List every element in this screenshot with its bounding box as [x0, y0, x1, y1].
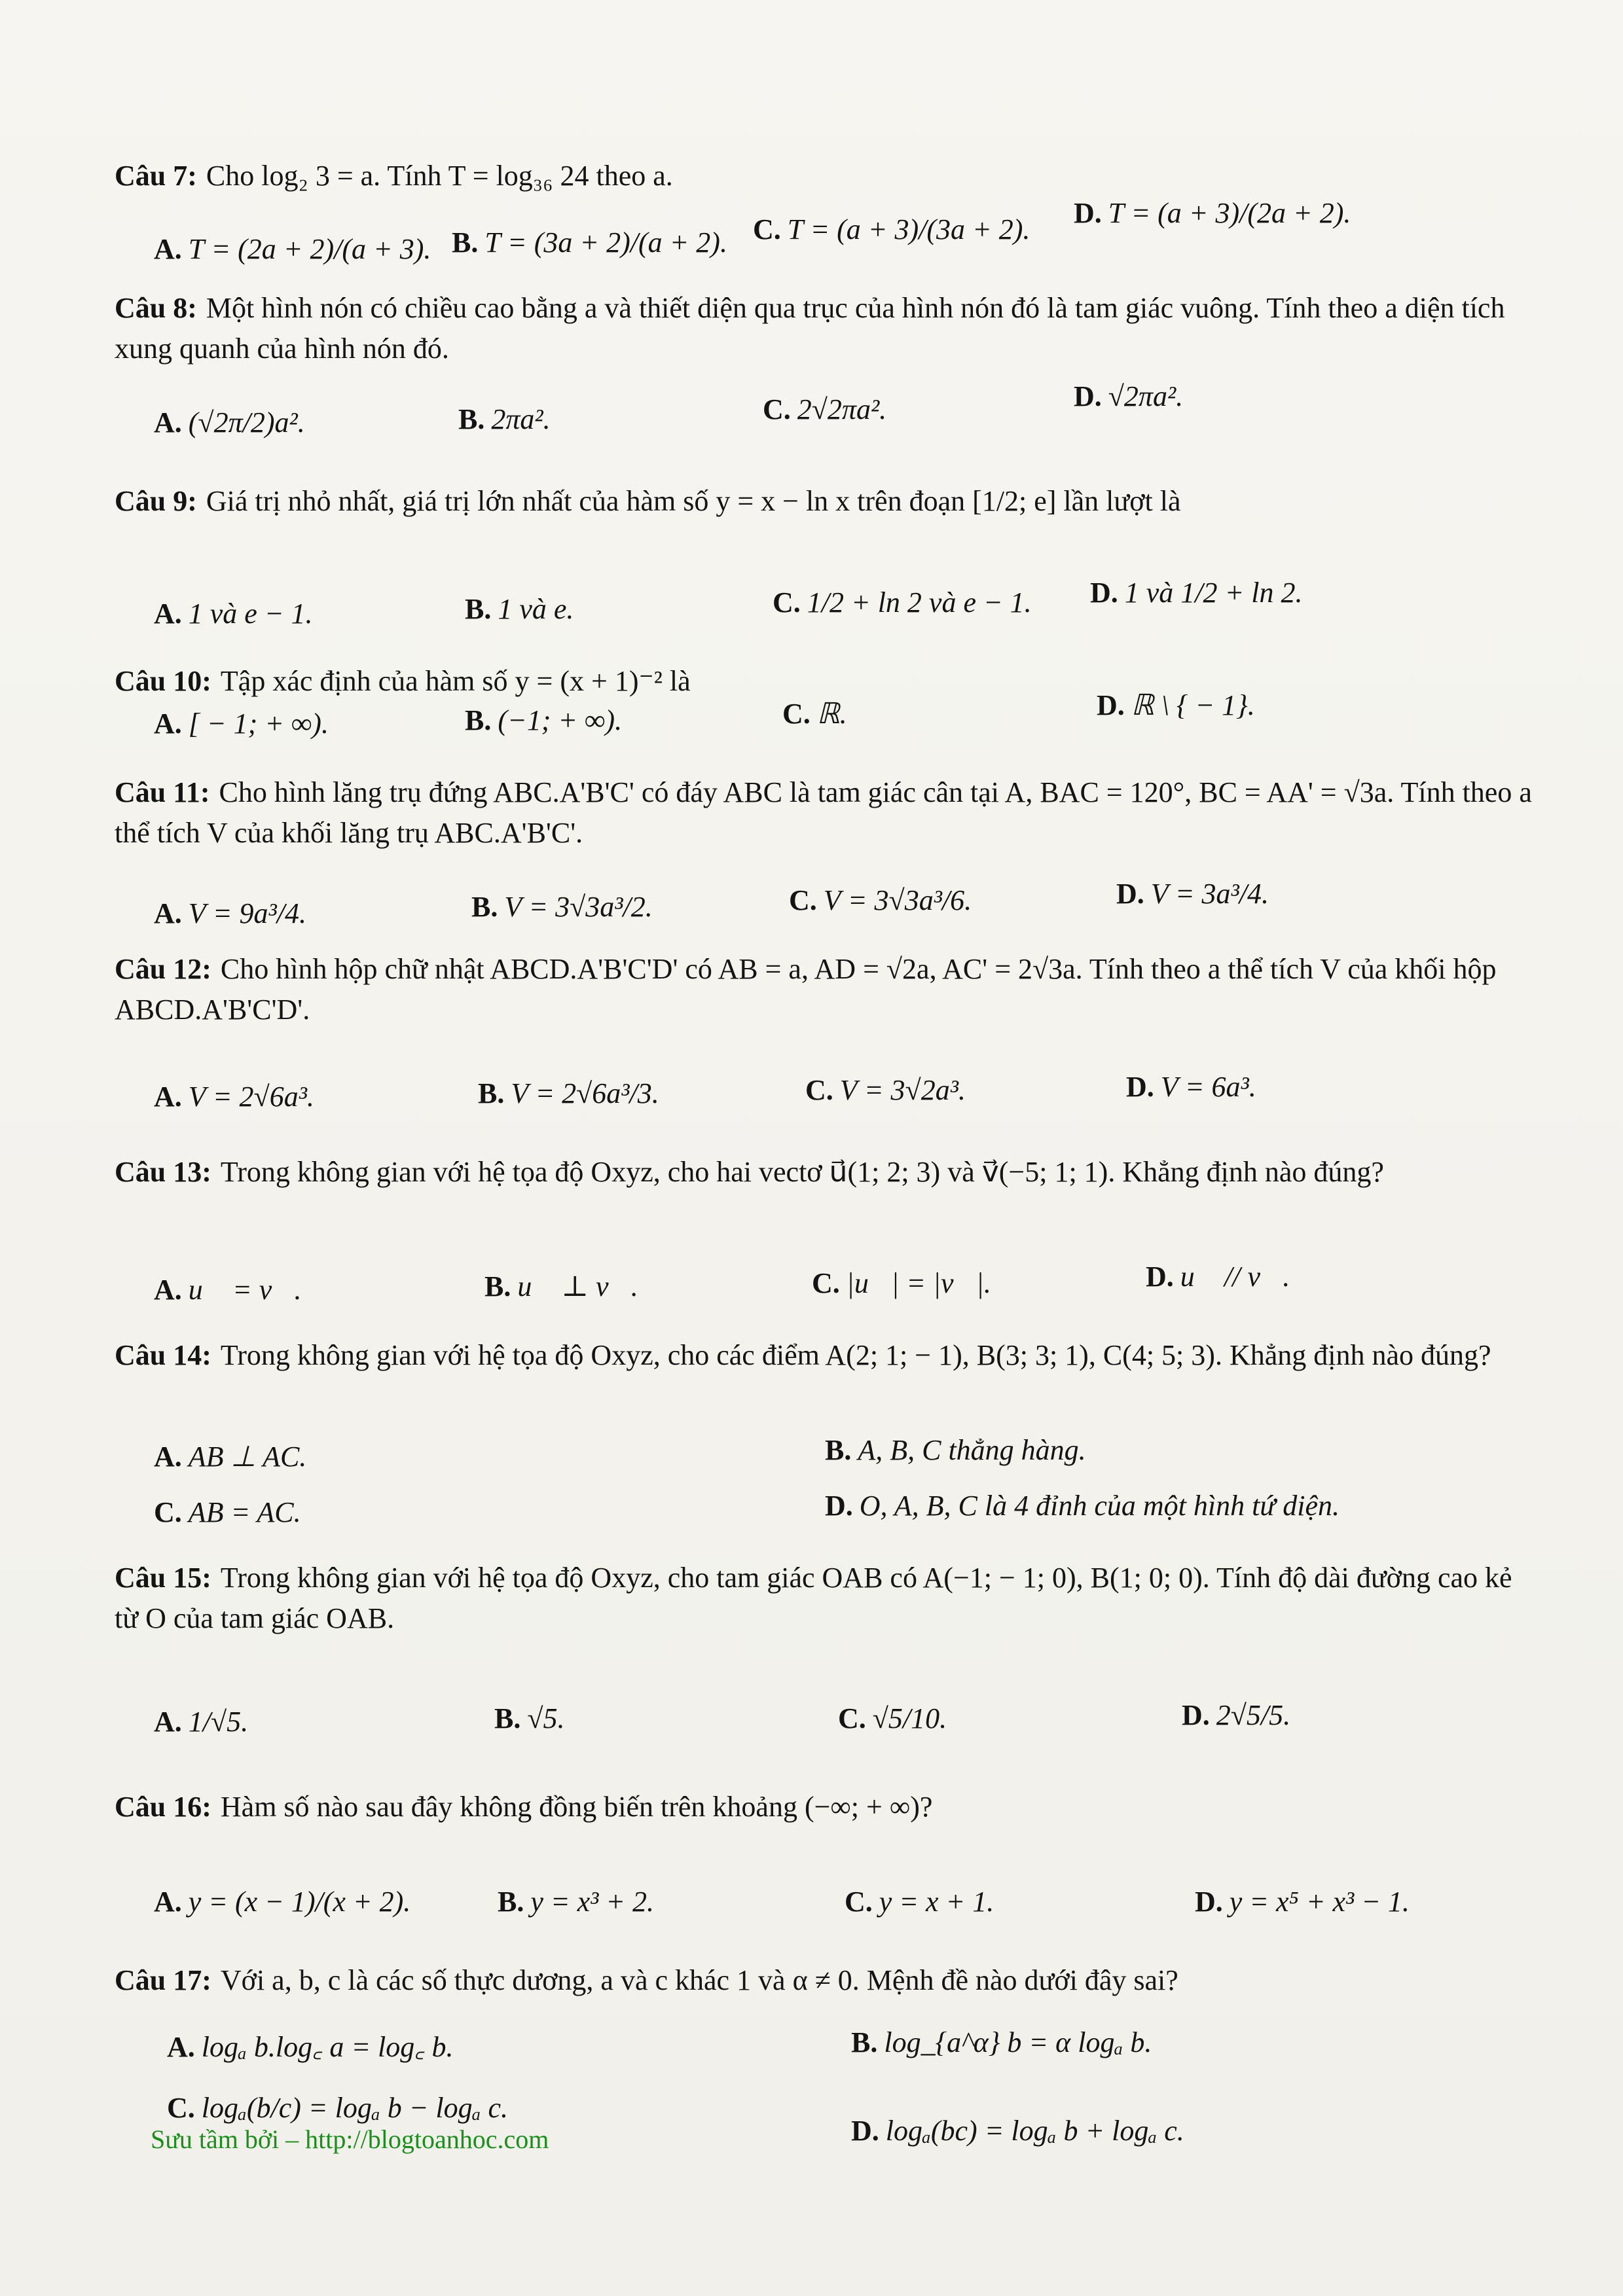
question-text: Trong không gian với hệ tọa độ Oxyz, cho các điểm A(2; 1; − 1), B(3; 3; 1), C(4; 5; 3). Khẳng định nào đúng?	[220, 1339, 1491, 1371]
question-8	[115, 288, 1542, 369]
question-text: Giá trị nhỏ nhất, giá trị lớn nhất của hàm số y = x − ln x trên đoạn [1/2; e] lần lượt là	[206, 485, 1181, 517]
question-11	[115, 772, 1542, 853]
option-c: C. y = x + 1.	[845, 1886, 994, 1918]
option-d: D. √2πa².	[1074, 380, 1184, 412]
question-head: Câu 11:	[115, 776, 210, 808]
option-b: B. A, B, C thẳng hàng.	[825, 1434, 1086, 1466]
option-c: C. |u⃗| = |v⃗|.	[812, 1267, 991, 1299]
question-head: Câu 15:	[115, 1562, 211, 1594]
question-10	[115, 661, 1542, 702]
option-c: C. 1/2 + ln 2 và e − 1.	[773, 586, 1032, 619]
option-c: C. ℝ.	[782, 698, 847, 730]
question-13	[115, 1152, 1542, 1193]
option-d: D. 2√5/5.	[1182, 1699, 1291, 1731]
option-c: C. T = (a + 3)/(3a + 2).	[753, 213, 1030, 245]
question-head: Câu 12:	[115, 953, 211, 985]
option-c: C. 2√2πa².	[763, 393, 887, 425]
option-b: B. 2πa².	[458, 403, 551, 435]
question-head: Câu 10:	[115, 665, 211, 697]
option-a: A. T = (2a + 2)/(a + 3).	[154, 233, 431, 265]
option-c: C. V = 3√3a³/6.	[789, 884, 972, 916]
option-d: D. u⃗ // v⃗.	[1146, 1261, 1290, 1293]
option-b: B. √5.	[494, 1702, 565, 1734]
option-b: B. V = 3√3a³/2.	[471, 891, 653, 923]
option-d: D. T = (a + 3)/(2a + 2).	[1074, 197, 1351, 229]
question-head: Câu 17:	[115, 1964, 211, 1996]
option-a: A. V = 2√6a³.	[154, 1081, 314, 1113]
question-text: Với a, b, c là các số thực dương, a và c khác 1 và α ≠ 0. Mệnh đề nào dưới đây sai?	[220, 1964, 1178, 1996]
question-text: Hàm số nào sau đây không đồng biến trên khoảng (−∞; + ∞)?	[220, 1791, 933, 1823]
option-b: B. (−1; + ∞).	[465, 704, 623, 736]
option-b: B. T = (3a + 2)/(a + 2).	[452, 226, 727, 259]
question-head: Câu 7:	[115, 160, 197, 192]
option-d: D. y = x⁵ + x³ − 1.	[1195, 1886, 1410, 1918]
option-a: A. logₐ b.log꜀ a = log꜀ b.	[167, 2031, 454, 2063]
option-a: A. 1 và e − 1.	[154, 598, 313, 630]
option-a: A. AB ⊥ AC.	[154, 1441, 307, 1473]
question-head: Câu 16:	[115, 1791, 211, 1823]
option-d: D. logₐ(bc) = logₐ b + logₐ c.	[851, 2115, 1184, 2147]
option-d: D. O, A, B, C là 4 đỉnh của một hình tứ diện.	[825, 1490, 1340, 1522]
option-d: D. ℝ \ { − 1}.	[1097, 689, 1255, 721]
option-a: A. y = (x − 1)/(x + 2).	[154, 1886, 411, 1918]
question-text: Trong không gian với hệ tọa độ Oxyz, cho tam giác OAB có A(−1; − 1; 0), B(1; 0; 0). Tính độ dài đường cao kẻ từ O của tam giác OAB.	[115, 1562, 1512, 1634]
question-text: Tập xác định của hàm số y = (x + 1)⁻² là	[220, 665, 691, 697]
option-a: A. V = 9a³/4.	[154, 897, 306, 929]
option-b: B. V = 2√6a³/3.	[478, 1077, 659, 1109]
question-head: Câu 8:	[115, 292, 197, 324]
option-b: B. u⃗ ⊥ v⃗.	[484, 1270, 638, 1302]
option-c: C. √5/10.	[838, 1702, 947, 1734]
question-7	[115, 156, 1542, 196]
option-a: A. [ − 1; + ∞).	[154, 708, 329, 740]
option-b: B. y = x³ + 2.	[498, 1886, 654, 1918]
question-text: Cho log₂ 3 = a. Tính T = log₃₆ 24 theo a.	[206, 160, 673, 192]
option-c: C. logₐ(b/c) = logₐ b − logₐ c.	[167, 2092, 509, 2124]
option-c: C. V = 3√2a³.	[805, 1074, 966, 1106]
option-a: A. u⃗ = v⃗.	[154, 1274, 302, 1306]
question-17	[115, 1960, 1542, 2001]
question-15	[115, 1558, 1542, 1639]
option-b: B. 1 và e.	[465, 593, 574, 625]
option-a: A. 1/√5.	[154, 1706, 249, 1738]
question-head: Câu 9:	[115, 485, 197, 517]
question-text: Trong không gian với hệ tọa độ Oxyz, cho hai vectơ u⃗(1; 2; 3) và v⃗(−5; 1; 1). Khẳng định nào đúng?	[220, 1156, 1384, 1188]
question-text: Cho hình hộp chữ nhật ABCD.A'B'C'D' có AB = a, AD = √2a, AC' = 2√3a. Tính theo a thể tích V của khối hộp ABCD.A'B'C'D'.	[115, 953, 1497, 1026]
question-head: Câu 13:	[115, 1156, 211, 1188]
question-text: Một hình nón có chiều cao bằng a và thiết diện qua trục của hình nón đó là tam giác vuông. Tính theo a diện tích xung quanh của hình nón đó.	[115, 292, 1505, 365]
option-b: B. log_{a^α} b = α logₐ b.	[851, 2026, 1152, 2058]
option-d: D. 1 và 1/2 + ln 2.	[1090, 577, 1303, 609]
option-c: C. AB = AC.	[154, 1496, 301, 1528]
option-d: D. V = 6a³.	[1126, 1071, 1256, 1103]
question-16	[115, 1787, 1542, 1827]
question-text: Cho hình lăng trụ đứng ABC.A'B'C' có đáy ABC là tam giác cân tại A, BAC = 120°, BC = AA' = √3a. Tính theo a thể tích V của khối lăng trụ ABC.A'B'C'.	[115, 776, 1532, 849]
source-watermark-link[interactable]: Sưu tầm bởi – http://blogtoanhoc.com	[151, 2125, 549, 2154]
question-12	[115, 949, 1542, 1030]
question-head: Câu 14:	[115, 1339, 211, 1371]
question-9	[115, 481, 1542, 522]
question-14	[115, 1335, 1542, 1376]
option-a: A. (√2π/2)a².	[154, 406, 305, 439]
option-d: D. V = 3a³/4.	[1116, 878, 1269, 910]
